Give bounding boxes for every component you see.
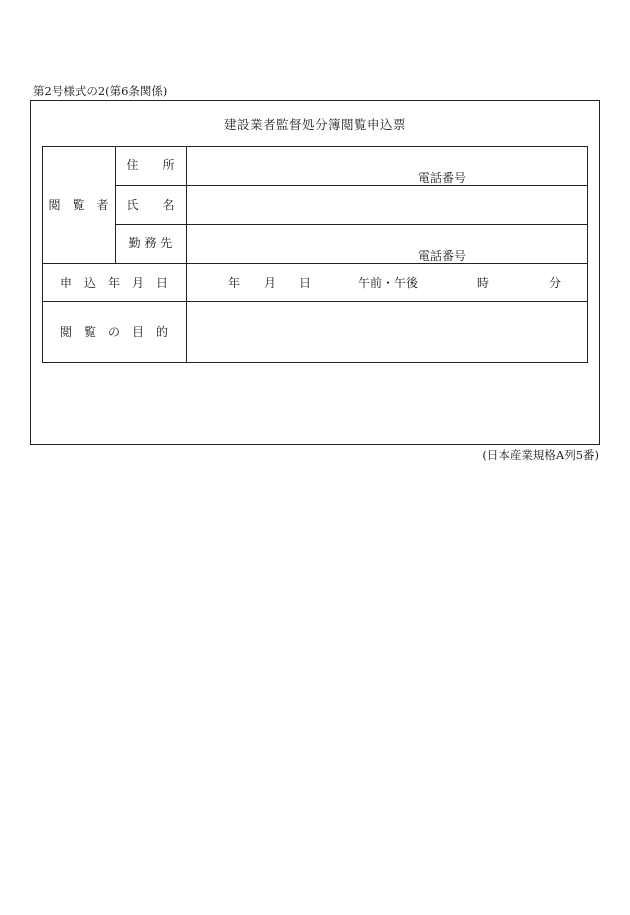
date-month-unit: 月 xyxy=(264,276,277,290)
date-day-unit: 日 xyxy=(299,276,312,290)
footer-note: (日本産業規格A列5番) xyxy=(482,448,599,462)
address-field[interactable] xyxy=(187,147,587,185)
name-field[interactable] xyxy=(187,186,587,224)
date-minute-unit: 分 xyxy=(549,276,562,290)
date-year-unit: 年 xyxy=(228,276,241,290)
date-ampm-label: 午前・午後 xyxy=(358,276,419,290)
address-phone-label: 電話番号 xyxy=(418,171,467,185)
workplace-field[interactable] xyxy=(187,225,587,263)
purpose-label: 閲 覧 の 目 的 xyxy=(59,325,168,339)
name-label: 氏 名 xyxy=(126,198,175,212)
form-title: 建設業者監督処分簿閲覧申込票 xyxy=(223,117,406,132)
application-date-label: 申 込 年 月 日 xyxy=(59,276,168,290)
workplace-label: 勤 務 先 xyxy=(128,236,173,250)
form-caption: 第2号様式の2(第6条関係) xyxy=(33,84,168,98)
workplace-phone-label: 電話番号 xyxy=(418,249,467,263)
applicant-group-label: 閲 覧 者 xyxy=(48,198,109,212)
address-label: 住 所 xyxy=(126,158,175,172)
date-hour-unit: 時 xyxy=(477,276,490,290)
purpose-field[interactable] xyxy=(187,302,587,362)
